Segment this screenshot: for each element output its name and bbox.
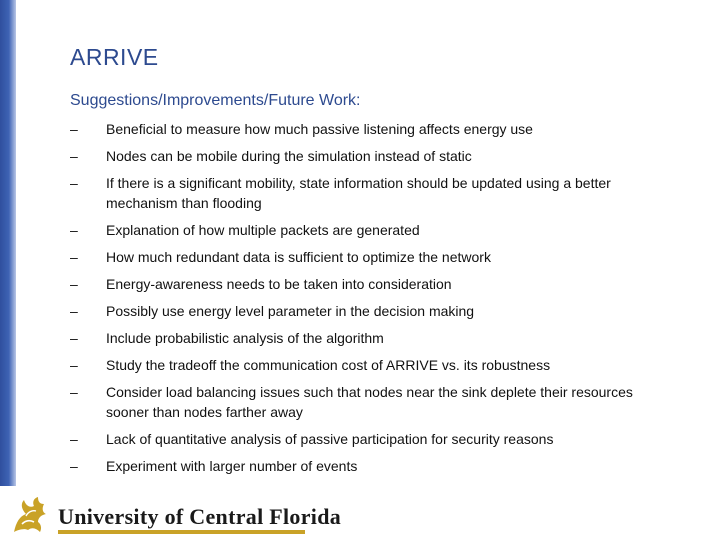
bullet-text: Nodes can be mobile during the simulation instead of static [106, 148, 472, 164]
list-item [70, 220, 650, 240]
list-item [70, 301, 650, 321]
bullet-text: Experiment with larger number of events [106, 458, 358, 474]
footer [0, 492, 720, 540]
bullet-text: Energy-awareness needs to be taken into consideration [106, 276, 452, 292]
bullet-text: Explanation of how multiple packets are generated [106, 222, 420, 238]
dash-bullet: – [70, 431, 78, 447]
list-item [70, 382, 650, 422]
left-accent-bar [0, 0, 16, 486]
dash-bullet: – [70, 330, 78, 346]
bullet-text: Study the tradeoff the communication cost of ARRIVE vs. its robustness [106, 357, 551, 373]
list-item [70, 119, 650, 139]
dash-bullet: – [70, 148, 78, 164]
list-item [70, 146, 650, 166]
dash-bullet: – [70, 384, 78, 400]
bullet-text: Beneficial to measure how much passive listening affects energy use [106, 121, 533, 137]
slide-subtitle: Suggestions/Improvements/Future Work: [70, 92, 361, 109]
bullet-text: How much redundant data is sufficient to optimize the network [106, 249, 491, 265]
dash-bullet: – [70, 121, 78, 137]
bullet-text: Lack of quantitative analysis of passive participation for security reasons [106, 431, 554, 447]
list-item [70, 328, 650, 348]
list-item [70, 274, 650, 294]
list-item [70, 429, 650, 449]
list-item [70, 247, 650, 267]
dash-bullet: – [70, 276, 78, 292]
bullet-text: Consider load balancing issues such that nodes near the sink deplete their resources sooner than nodes farther away [106, 384, 633, 420]
bullet-text: Possibly use energy level parameter in the decision making [106, 303, 475, 319]
dash-bullet: – [70, 249, 78, 265]
bullet-text: If there is a significant mobility, state information should be updated using a better mechanism than flooding [106, 175, 611, 211]
list-item [70, 173, 650, 213]
dash-bullet: – [70, 222, 78, 238]
dash-bullet: – [70, 458, 78, 474]
dash-bullet: – [70, 357, 78, 373]
pegasus-icon [8, 494, 52, 538]
dash-bullet: – [70, 175, 78, 191]
slide-title: ARRIVE [70, 44, 159, 70]
logo-underline [58, 530, 305, 534]
bullet-list [70, 119, 650, 483]
bullet-text: Include probabilistic analysis of the algorithm [106, 330, 384, 346]
dash-bullet: – [70, 303, 78, 319]
university-logo-text: University of Central Florida [58, 504, 342, 529]
list-item [70, 456, 650, 476]
list-item [70, 355, 650, 375]
